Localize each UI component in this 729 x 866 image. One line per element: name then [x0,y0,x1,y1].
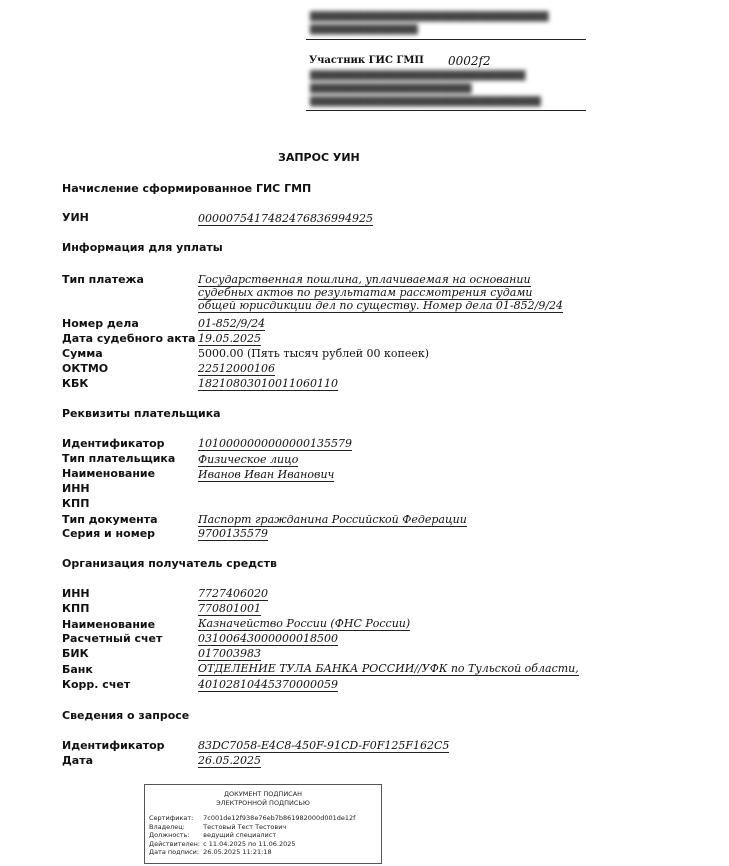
owner-value: Тестовый Тест Тестович [203,822,287,831]
account-value: 03100643000000018500 [198,632,338,645]
cert-value: 7c001de12f938e76eb7b861982000d001de12f [203,814,356,822]
payer-id-label: Идентификатор [62,437,165,450]
request-date-label: Дата [62,754,94,767]
corr-account-label: Корр. счет [62,678,131,691]
position-value: ведущий специалист [203,831,277,839]
oktmo-value: 22512000106 [198,362,275,375]
bank-label: Банк [62,663,93,676]
recipient-name-label: Наименование [62,618,156,631]
sum-label: Сумма [62,347,103,360]
cert-label: Сертификат: [149,814,194,822]
payer-type-value: Физическое лицо [198,453,299,466]
payer-type-label: Тип плательщика [62,452,176,465]
sum-value: 5000.00 (Пять тысяч рублей 00 копеек) [198,347,430,360]
payment-type-value: Государственная пошлина, уплачиваемая на основании судебных актов по результатам рассмотрения судами общей юрисдикции дел по существу. Номер дела 01-852/9/24 [198,273,564,312]
request-date-value: 26.05.2025 [198,754,261,767]
recipient-kpp-label: КПП [62,602,90,615]
recipient-kpp-value: 770801001 [198,602,261,615]
valid-value: с 11.04.2025 по 11.06.2025 [203,839,296,848]
signature-stamp [144,784,382,864]
uin-label: УИН [62,211,89,224]
request-heading: Сведения о запросе [62,709,190,722]
corr-account-value: 40102810445370000059 [198,678,338,691]
recipient-inn-label: ИНН [62,587,90,600]
redacted-participant-details: ▇▇▇▇▇▇▇▇▇▇▇▇▇▇▇▇▇▇▇▇▇▇▇▇▇▇▇▇ ▇▇▇▇▇▇▇▇▇▇▇▇▇▇▇▇▇▇▇▇▇ ▇▇▇▇▇▇▇▇▇▇▇▇▇▇▇▇▇▇▇▇▇▇▇▇▇▇▇▇▇▇ [310,70,541,107]
stamp-title-line1: ДОКУМЕНТ ПОДПИСАН [223,790,303,798]
series-value: 9700135579 [198,527,268,540]
court-date-value: 19.05.2025 [198,332,261,345]
oktmo-label: ОКТМО [62,362,109,375]
accrual-heading: Начисление сформированное ГИС ГМП [62,182,312,195]
header-rule-top [306,39,586,40]
recipient-name-value: Казначейство России (ФНС России) [198,617,411,630]
doc-type-value: Паспорт гражданина Российской Федерации [198,513,467,526]
position-label: Должность: [149,831,190,839]
stamp-details [149,814,358,857]
bik-value: 017003983 [198,647,261,660]
recipient-inn-value: 7727406020 [198,587,268,600]
bik-label: БИК [62,647,89,660]
redacted-header-text: ▇▇▇▇▇▇▇▇▇▇▇▇▇▇▇▇▇▇▇▇▇▇▇▇▇▇▇▇▇▇▇ ▇▇▇▇▇▇▇▇▇▇▇▇▇▇ [310,11,549,35]
payer-kpp-label: КПП [62,497,90,510]
stamp-title-line2: ЭЛЕКТРОННОЙ ПОДПИСЬЮ [216,799,310,807]
kbk-value: 18210803010011060110 [198,377,338,390]
payer-heading: Реквизиты плательщика [62,407,221,420]
payment-heading: Информация для уплаты [62,241,223,254]
uin-value: 0000075417482476836994925 [198,212,373,225]
account-label: Расчетный счет [62,632,163,645]
request-id-value: 83DC7058-E4C8-450F-91CD-F0F125F162C5 [198,739,450,752]
case-number-label: Номер дела [62,317,139,330]
court-date-label: Дата судебного акта [62,332,196,345]
kbk-label: КБК [62,377,89,390]
owner-label: Владелец: [149,822,185,831]
payer-name-label: Наименование [62,467,156,480]
series-label: Серия и номер [62,527,156,540]
page-title: ЗАПРОС УИН [278,151,360,164]
doc-type-label: Тип документа [62,513,158,526]
participant-code: 0002f2 [448,54,491,68]
payment-type-label: Тип платежа [62,273,144,286]
sign-date-label: Дата подписи: [149,848,200,856]
recipient-heading: Организация получатель средств [62,557,277,570]
valid-label: Действителен: [149,839,201,848]
request-id-label: Идентификатор [62,739,165,752]
case-number-value: 01-852/9/24 [198,317,266,330]
sign-date-value: 26.05.2025 11:21:18 [203,848,272,856]
payer-id-value: 1010000000000000135579 [198,437,352,450]
header-rule-bottom [306,110,586,111]
payer-name-value: Иванов Иван Иванович [198,468,335,481]
participant-label: Участник ГИС ГМП [309,55,424,66]
bank-value: ОТДЕЛЕНИЕ ТУЛА БАНКА РОССИИ//УФК по Тульской области, [198,662,579,675]
payer-inn-label: ИНН [62,482,90,495]
